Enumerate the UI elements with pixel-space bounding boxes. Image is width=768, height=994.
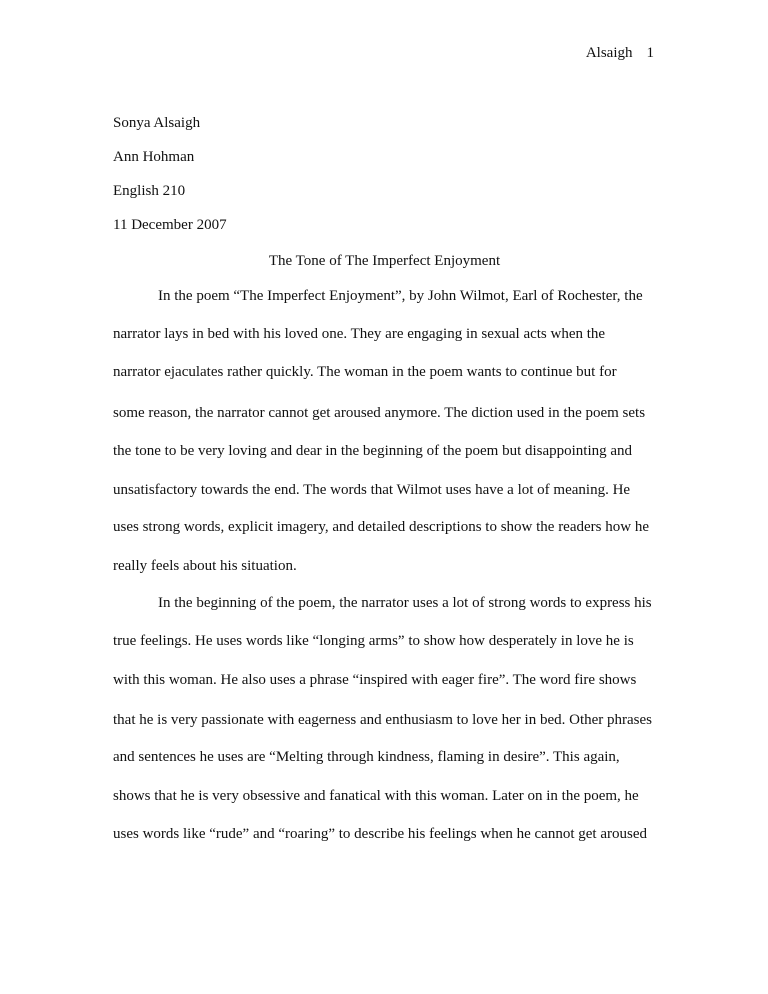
paragraph-line: unsatisfactory towards the end. The words that Wilmot uses have a lot of meaning. He — [113, 482, 631, 498]
date-line: 11 December 2007 — [113, 217, 227, 233]
paragraph-line: uses strong words, explicit imagery, and detailed descriptions to show the readers how he — [113, 519, 649, 535]
paragraph-line: narrator lays in bed with his loved one. They are engaging in sexual acts when the — [113, 326, 606, 342]
paragraph-line: true feelings. He uses words like “longing arms” to show how desperately in love he is — [113, 633, 634, 649]
page-number: 1 — [646, 45, 654, 61]
course-name: English 210 — [113, 183, 186, 199]
student-name: Sonya Alsaigh — [113, 115, 201, 131]
instructor-name: Ann Hohman — [113, 149, 195, 165]
paragraph-line: really feels about his situation. — [113, 558, 297, 574]
paper-title: The Tone of The Imperfect Enjoyment — [268, 253, 501, 269]
paragraph-line: In the beginning of the poem, the narrator uses a lot of strong words to express his — [158, 595, 652, 611]
paper-title-row — [0, 253, 768, 270]
paragraph-line: shows that he is very obsessive and fanatical with this woman. Later on in the poem, he — [113, 788, 639, 804]
paragraph-line: narrator ejaculates rather quickly. The woman in the poem wants to continue but for — [113, 364, 617, 380]
paragraph-line: some reason, the narrator cannot get aroused anymore. The diction used in the poem sets — [113, 405, 646, 421]
paragraph-line: uses words like “rude” and “roaring” to describe his feelings when he cannot get aroused — [113, 826, 647, 842]
paragraph-line: with this woman. He also uses a phrase “inspired with eager fire”. The word fire shows — [113, 672, 637, 688]
header-author: Alsaigh — [585, 45, 633, 61]
paragraph-line: the tone to be very loving and dear in the beginning of the poem but disappointing and — [113, 443, 633, 459]
paragraph-line: and sentences he uses are “Melting through kindness, flaming in desire”. This again, — [113, 749, 620, 765]
paragraph-line: that he is very passionate with eagerness and enthusiasm to love her in bed. Other phrases — [113, 712, 653, 728]
paragraph-line: In the poem “The Imperfect Enjoyment”, by John Wilmot, Earl of Rochester, the — [158, 288, 643, 304]
running-header — [586, 45, 654, 62]
